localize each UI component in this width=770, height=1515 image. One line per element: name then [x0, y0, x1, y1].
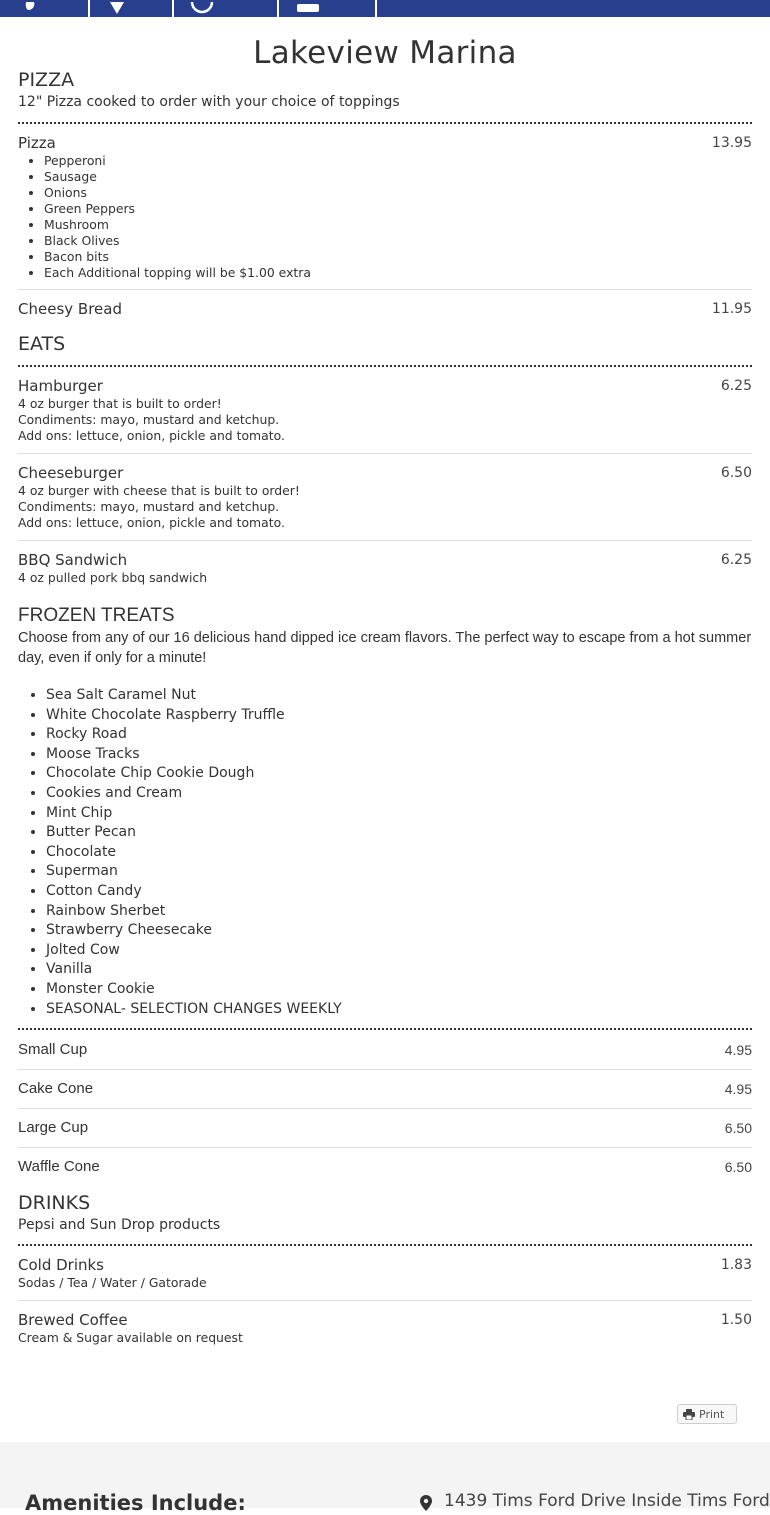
topping-item: • Sausage — [44, 169, 752, 185]
flavor-item: • SEASONAL- SELECTION CHANGES WEEKLY — [46, 1000, 752, 1020]
item-description: 4 oz burger with cheese that is built to order! — [18, 483, 300, 498]
calendar-icon — [297, 4, 319, 14]
flavor-item: • Chocolate Chip Cookie Dough — [46, 764, 752, 784]
flavor-item: • Strawberry Cheesecake — [46, 921, 752, 941]
flavor-item: • Mint Chip — [46, 804, 752, 824]
topbar-fill — [377, 0, 770, 17]
item-price: 6.50 — [724, 1120, 752, 1137]
flavor-item: • Sea Salt Caramel Nut — [46, 686, 752, 706]
flavor-list — [46, 686, 752, 1019]
flavor-item: • Moose Tracks — [46, 745, 752, 765]
item-name: Cheesy Bread — [18, 300, 122, 318]
item-price: 4.95 — [724, 1042, 752, 1059]
item-name: Small Cup — [18, 1041, 88, 1059]
directions-button[interactable] — [90, 0, 174, 17]
menu-item — [18, 1070, 752, 1108]
item-name: Pizza — [18, 134, 56, 152]
section-description: Choose from any of our 16 delicious hand dipped ice cream flavors. The perfect way to escape from a hot summer day, even if only for a minute! — [18, 630, 752, 666]
section-description: 12" Pizza cooked to order with your choice of toppings — [18, 94, 400, 110]
item-description: Add ons: lettuce, onion, pickle and tomato. — [18, 428, 285, 443]
item-description: Sodas / Tea / Water / Gatorade — [18, 1275, 207, 1291]
address[interactable] — [420, 1491, 770, 1511]
item-description: 4 oz pulled pork bbq sandwich — [18, 570, 208, 585]
top-action-bar — [0, 0, 770, 17]
section-frozen-treats — [18, 604, 752, 1177]
menu-item — [18, 1246, 752, 1300]
item-description: Add ons: lettuce, onion, pickle and tomato. — [18, 515, 285, 530]
item-description: Condiments: mayo, mustard and ketchup. — [18, 412, 280, 427]
item-name: Cheeseburger — [18, 464, 124, 482]
clock-icon — [190, 2, 214, 14]
flavor-item: • Chocolate — [46, 843, 752, 863]
menu-content — [18, 17, 752, 1346]
menu-item — [18, 541, 752, 586]
menu-item — [18, 1109, 752, 1147]
page-title: Lakeview Marina — [253, 35, 517, 71]
menu-item — [18, 1301, 752, 1346]
item-price: 6.50 — [724, 1159, 752, 1176]
topping-item: • Bacon bits — [44, 249, 752, 265]
topping-list — [44, 153, 752, 281]
map-marker-icon — [420, 1495, 432, 1511]
section-drinks — [18, 1191, 752, 1346]
flavor-item: • Rainbow Sherbet — [46, 902, 752, 922]
item-price: 6.50 — [720, 465, 752, 481]
item-price: 1.50 — [720, 1312, 752, 1329]
menu-item — [18, 124, 752, 289]
item-name: Cake Cone — [18, 1080, 94, 1098]
item-name: Cold Drinks — [18, 1256, 105, 1275]
item-price: 6.25 — [720, 378, 752, 394]
topping-item: • Each Additional topping will be $1.00 extra — [44, 265, 752, 281]
map-marker-icon — [110, 2, 124, 14]
item-name: Large Cup — [18, 1119, 89, 1137]
print-icon — [683, 1409, 695, 1420]
flavor-item: • Butter Pecan — [46, 823, 752, 843]
topping-item: • Onions — [44, 185, 752, 201]
menu-item — [18, 290, 752, 319]
item-description: Condiments: mayo, mustard and ketchup. — [18, 499, 280, 514]
flavor-item: • Cookies and Cream — [46, 784, 752, 804]
hours-button[interactable] — [174, 0, 279, 17]
print-button[interactable] — [677, 1404, 737, 1424]
flavor-item: • White Chocolate Raspberry Truffle — [46, 706, 752, 726]
item-name: BBQ Sandwich — [18, 551, 128, 569]
menu-item — [18, 1030, 752, 1069]
calendar-button[interactable] — [279, 0, 377, 17]
topping-item: • Mushroom — [44, 217, 752, 233]
item-price: 1.83 — [720, 1257, 752, 1274]
topping-item: • Pepperoni — [44, 153, 752, 169]
amenities-title: Amenities Include: — [25, 1491, 246, 1515]
section-title: FROZEN TREATS — [18, 605, 175, 626]
flavor-item: • Monster Cookie — [46, 980, 752, 1000]
menu-item — [18, 454, 752, 540]
topping-item: • Black Olives — [44, 233, 752, 249]
item-description: 4 oz burger that is built to order! — [18, 396, 222, 411]
menu-item — [18, 367, 752, 453]
item-name: Brewed Coffee — [18, 1311, 128, 1330]
flavor-item: • Jolted Cow — [46, 941, 752, 961]
phone-icon — [24, 2, 44, 14]
flavor-item: • Cotton Candy — [46, 882, 752, 902]
address-text: 1439 Tims Ford Drive Inside Tims Ford — [444, 1491, 770, 1511]
item-name: Waffle Cone — [18, 1158, 100, 1176]
section-description: Pepsi and Sun Drop products — [18, 1217, 221, 1234]
item-price: 11.95 — [711, 301, 752, 317]
flavor-item: • Superman — [46, 862, 752, 882]
section-title: EATS — [18, 333, 66, 355]
section-title: DRINKS — [18, 1192, 91, 1215]
call-button[interactable] — [0, 0, 90, 17]
section-title: PIZZA — [18, 69, 75, 91]
flavor-item: • Rocky Road — [46, 725, 752, 745]
item-price: 6.25 — [720, 552, 752, 568]
item-price: 13.95 — [711, 135, 752, 151]
item-name: Hamburger — [18, 377, 103, 395]
print-label: Print — [699, 1407, 725, 1421]
flavor-item: • Vanilla — [46, 960, 752, 980]
topping-item: • Green Peppers — [44, 201, 752, 217]
item-description: Cream & Sugar available on request — [18, 1330, 243, 1346]
menu-item — [18, 1148, 752, 1177]
section-pizza — [18, 68, 752, 319]
section-eats — [18, 332, 752, 586]
item-price: 4.95 — [724, 1081, 752, 1098]
footer — [0, 1442, 770, 1515]
